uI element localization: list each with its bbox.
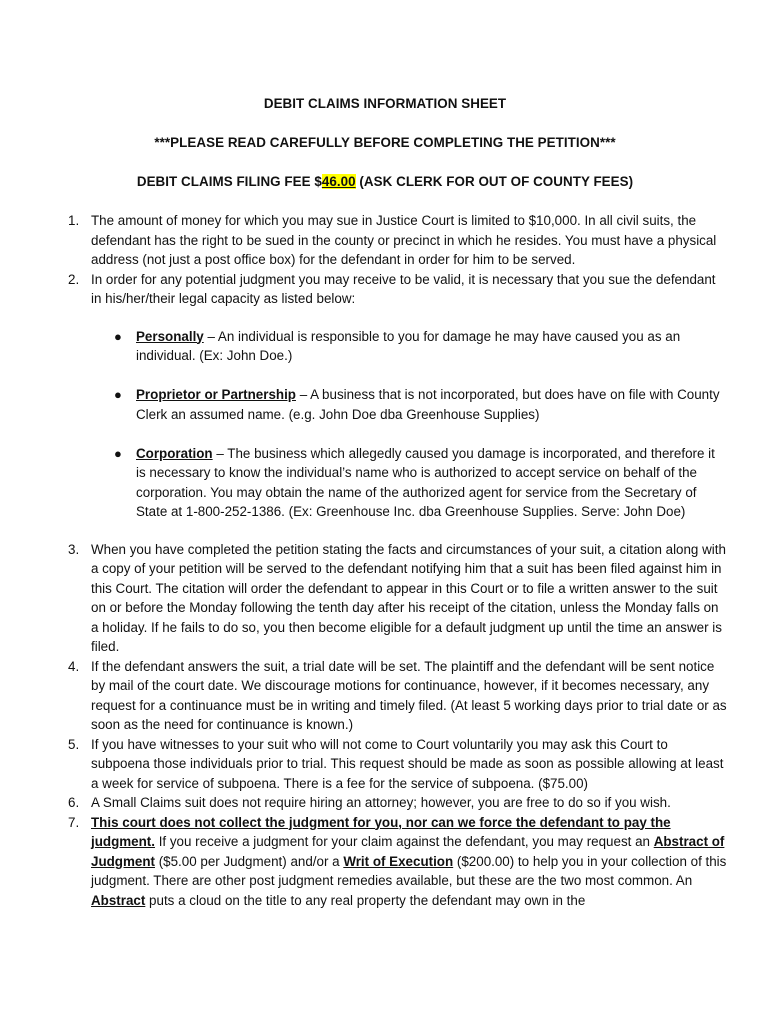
capacity-personally <box>114 327 728 366</box>
list-item-3 <box>68 540 727 657</box>
capacity-description: – An individual is responsible to you for damage he may have caused you as an individual. (Ex: John Doe.) <box>136 328 681 363</box>
item-text: If you have witnesses to your suit who will not come to Court voluntarily you may ask this Court to subpoena those individuals prior to trial. This request should be made as soon as possible allowing at least a week for service of subpoena. There is a fee for the service of subpoena. ($75.00) <box>91 736 724 791</box>
capacity-term: Personally <box>136 328 204 344</box>
item-text: ($5.00 per Judgment) and/or a <box>154 853 344 869</box>
item-number: 1. <box>68 213 80 228</box>
list-item-2 <box>68 270 727 309</box>
item-text: When you have completed the petition stating the facts and circumstances of your suit, a citation along with a copy of your petition will be served to the defendant notifying him that a suit has been filed against him in this Court. The citation will order the defendant to appear in this Court or to file a written answer to the suit on or before the Monday following the tenth day after his receipt of the citation, unless the Monday falls on a holiday. If he fails to do so, you then become eligible for a default judgment up until the time an answer is filed. <box>91 541 726 654</box>
list-item-1 <box>68 211 727 270</box>
fee-amount-highlight: 46.00 <box>321 174 356 189</box>
item-number: 6. <box>68 795 80 810</box>
collection-disclaimer: This court does not collect the judgment for you, nor can we force the defendant to pay the judgment. <box>91 814 671 849</box>
item-number: 5. <box>68 736 80 752</box>
read-carefully-notice: ***PLEASE READ CAREFULLY BEFORE COMPLETING THE PETITION*** <box>154 135 616 150</box>
capacity-description: – A business that is not incorporated, but does have on file with County Clerk an assumed name. (e.g. John Doe dba Greenhouse Supplies) <box>136 387 720 422</box>
item-text: The amount of money for which you may sue in Justice Court is limited to $10,000. In all civil suits, the defendant has the right to be sued in the county or precinct in which he resides. You must have a physical address (not just a post office box) for the defendant in order for him to be served. <box>91 213 717 267</box>
item-text: A Small Claims suit does not require hiring an attorney; however, you are free to do so if you wish. <box>91 795 671 810</box>
abstract-term: Abstract <box>91 892 146 908</box>
list-item-6 <box>68 793 727 813</box>
item-text: If you receive a judgment for your claim against the defendant, you may request an <box>154 834 654 849</box>
item-number: 2. <box>68 271 80 287</box>
item-text: If the defendant answers the suit, a trial date will be set. The plaintiff and the defendant will be sent notice by mail of the court date. We discourage motions for continuance, however, if it becomes necessary, any request for a continuance must be in writing and timely filed. (At least 5 working days prior to trial date or as soon as the need for continuance is known.) <box>91 658 727 732</box>
item-text: In order for any potential judgment you may receive to be valid, it is necessary that you sue the defendant in his/her/their legal capacity as listed below: <box>91 271 716 306</box>
capacity-corporation <box>114 444 728 522</box>
list-item-5 <box>68 735 727 794</box>
capacity-description: – The business which allegedly caused you damage is incorporated, and therefore it is necessary to know the individual’s name who is authorized to accept service on behalf of the corporation. You may obtain the name of the authorized agent for service from the Secretary of State at 1-800-252-1386. (Ex: Greenhouse Inc. dba Greenhouse Supplies. Serve: John Doe) <box>136 445 715 519</box>
item-number: 3. <box>68 541 80 557</box>
list-item-4 <box>68 657 727 735</box>
instructions-list <box>0 211 770 910</box>
capacity-proprietor <box>114 385 728 424</box>
abstract-of-judgment-term: Abstract of Judgment <box>91 834 725 869</box>
document-title: DEBIT CLAIMS INFORMATION SHEET <box>263 96 507 111</box>
list-item-7 <box>68 813 727 911</box>
writ-of-execution-term: Writ of Execution <box>343 853 454 869</box>
bullet-icon: ● <box>114 328 122 344</box>
filing-fee-line <box>0 174 770 189</box>
bullet-icon: ● <box>114 445 122 461</box>
item-text: puts a cloud on the title to any real property the defendant may own in the <box>145 892 586 908</box>
item-text: ($200.00) to help you in your collection of this judgment. There are other post judgment remedies available, but these are the two most common. An <box>91 853 727 888</box>
bullet-icon: ● <box>114 387 122 402</box>
item-number: 7. <box>68 814 80 830</box>
legal-capacity-list <box>0 327 770 522</box>
fee-suffix: (ASK CLERK FOR OUT OF COUNTY FEES) <box>355 174 634 189</box>
fee-prefix: DEBIT CLAIMS FILING FEE $ <box>136 174 322 189</box>
capacity-term: Corporation <box>136 445 213 461</box>
item-number: 4. <box>68 658 80 674</box>
capacity-term: Proprietor or Partnership <box>136 387 296 402</box>
